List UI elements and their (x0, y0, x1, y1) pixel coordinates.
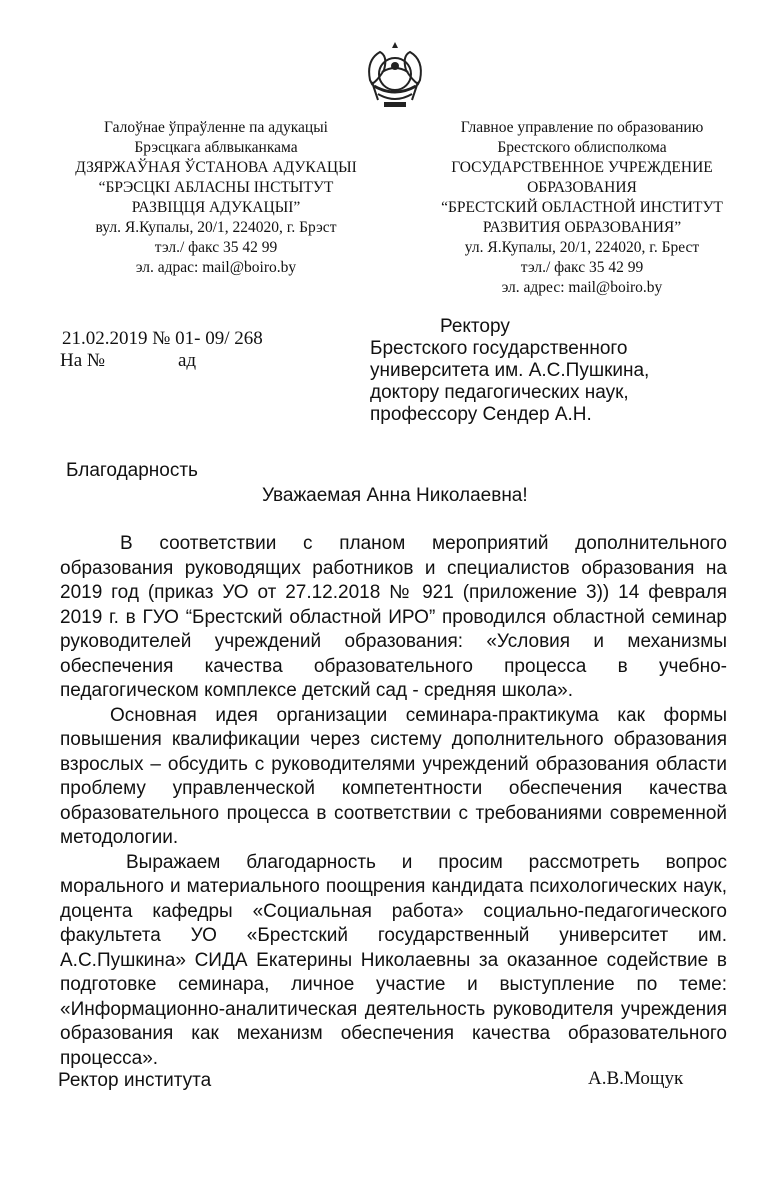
letter-body (60, 532, 727, 1071)
right-header-line: тэл./ факс 35 42 99 (520, 259, 644, 276)
left-header-line: ДЗЯРЖАЎНАЯ ЎСТАНОВА АДУКАЦЫІ (75, 159, 357, 176)
right-header-line: “БРЕСТСКИЙ ОБЛАСТНОЙ ИНСТИТУТ (441, 199, 723, 216)
right-header-line: РАЗВИТИЯ ОБРАЗОВАНИЯ” (482, 219, 682, 236)
left-header-line: Брэсцкага аблвыканкама (134, 139, 298, 156)
right-header-line: эл. адрес: mail@boiro.by (501, 279, 663, 296)
right-header-line: ул. Я.Купалы, 20/1, 224020, г. Брест (464, 239, 700, 256)
date-number: 21.02.2019 № 01- 09/ 268 (62, 328, 263, 349)
recipient-title: Ректору (440, 316, 510, 337)
left-header-line: вул. Я.Купалы, 20/1, 224020, г. Брэст (95, 219, 337, 236)
body-paragraph: Основная идея организации семинара-практикума как формы повышения квалификации через систему дополнительного образования взрослых – обсудить с руководителями учреждений образования области проблему управленческой компетентности обеспечения качества образовательного процесса в соответствии с требованиями современной методологии. (60, 704, 727, 848)
subject: Благодарность (66, 460, 198, 481)
left-header-line: РАЗВІЦЦЯ АДУКАЦЫІ” (131, 199, 301, 216)
right-header-line: Брестского облисполкома (497, 139, 667, 156)
signature-name: А.В.Мощук (588, 1068, 684, 1089)
body-paragraph: В соответствии с планом мероприятий дополнительного образования руководящих работников и специалистов образования на 2019 год (приказ УО от 27.12.2018 № 921 (приложение 3)) 14 февраля 2019 г. в ГУО “Брестский областной ИРО” проводился областной семинар руководителей учреждений образования: «Условия и механизмы обеспечения качества образовательного процесса в учебно-педагогическом комплексе детский сад - средняя школа». (60, 533, 727, 701)
right-header-line: ОБРАЗОВАНИЯ (527, 179, 637, 196)
recipient-block (370, 316, 750, 426)
left-header-line: Галоўнае ўпраўленне па адукацыі (104, 119, 328, 136)
ad-label: ад (178, 350, 197, 371)
na-label: На № (60, 350, 106, 371)
coat-of-arms-emblem (360, 40, 430, 112)
signature-title: Ректор института (58, 1070, 212, 1091)
right-header-block (408, 118, 756, 298)
recipient-line: Брестского государственного (370, 338, 628, 359)
body-paragraph: Выражаем благодарность и просим рассмотреть вопрос морального и материального поощрения кандидата психологических наук, доцента кафедры «Социальная работа» социально-педагогического факультета УО «Брестский государственный университет им. А.С.Пушкина» СИДА Екатерины Николаевны за оказанное содействие в подготовке семинара, личное участие и выступление по теме: «Информационно-аналитическая деятельность руководителя учреждения образования как механизм обеспечения качества образовательного процесса». (60, 851, 727, 1069)
recipient-line: университета им. А.С.Пушкина, (370, 360, 650, 381)
right-header-line: Главное управление по образованию (460, 119, 704, 136)
left-header-line: “БРЭСЦКІ АБЛАСНЫ ІНСТЫТУТ (98, 179, 334, 196)
right-header-line: ГОСУДАРСТВЕННОЕ УЧРЕЖДЕНИЕ (451, 159, 713, 176)
greeting: Уважаемая Анна Николаевна! (262, 485, 528, 506)
reference-block (62, 328, 362, 372)
left-header-line: эл. адрас: mail@boiro.by (135, 259, 297, 276)
left-header-block (46, 118, 386, 278)
recipient-line: доктору педагогических наук, (370, 382, 629, 403)
left-header-line: тэл./ факс 35 42 99 (154, 239, 278, 256)
recipient-line: профессору Сендер А.Н. (370, 404, 592, 425)
